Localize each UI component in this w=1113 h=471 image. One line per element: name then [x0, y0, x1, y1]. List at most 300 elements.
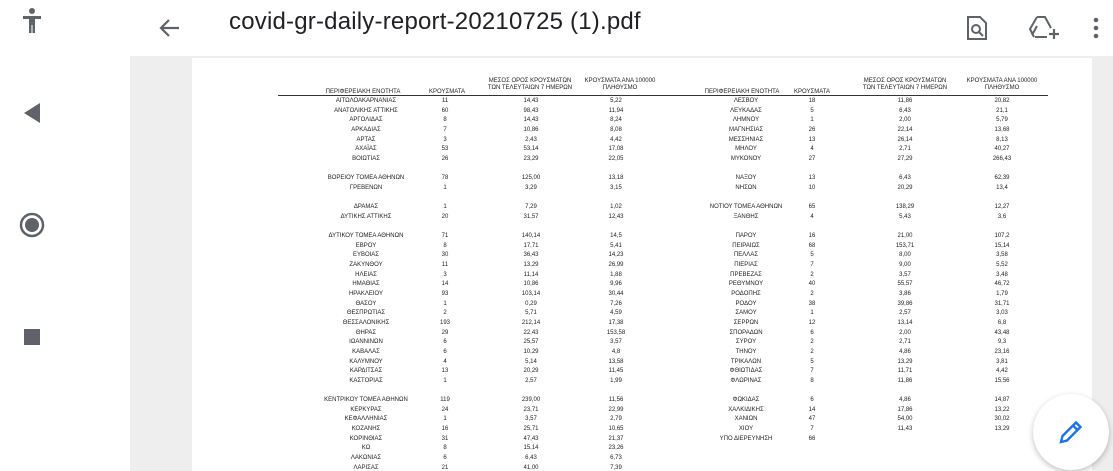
left-cell-cases: 30 [441, 252, 449, 259]
left-cell-avg7: 14,43 [523, 98, 539, 104]
right-cell-region: ΠΕΛΛΑΣ [733, 252, 759, 259]
right-cell-per100k: 21,1 [996, 107, 1008, 114]
left-cell-region: ΑΡΓΟΛΙΔΑΣ [349, 117, 383, 124]
right-cell-region: ΠΕΙΡΑΙΩΣ [732, 242, 760, 249]
right-cell-per100k: 30,02 [994, 416, 1010, 423]
left-cell-region: ΕΒΡΟΥ [355, 242, 377, 249]
left-cell-cases: 1 [443, 377, 447, 384]
right-cell-region: ΦΘΙΩΤΙΔΑΣ [729, 368, 763, 375]
right-cell-region: ΝΟΤΙΟΥ ΤΟΜΕΑ ΑΘΗΝΩΝ [709, 204, 783, 211]
right-cell-cases: 68 [808, 242, 816, 249]
right-cell-region: ΧΑΛΚΙΔΙΚΗΣ [728, 406, 764, 413]
right-cell-cases: 26 [808, 126, 816, 133]
left-cell-avg7: 14,43 [523, 117, 539, 124]
left-cell-cases: 1 [443, 204, 447, 211]
left-cell-region: ΑΧΑΪΑΣ [355, 146, 377, 153]
left-cell-region: ΒΟΙΩΤΙΑΣ [352, 155, 380, 162]
right-cell-region: ΦΛΩΡΙΝΑΣ [730, 377, 762, 384]
left-cell-region: ΑΝΑΤΟΛΙΚΗΣ ΑΤΤΙΚΗΣ [334, 107, 398, 114]
right-cell-per100k: 62,39 [994, 175, 1010, 182]
left-cell-region: ΔΡΑΜΑΣ [353, 204, 379, 211]
left-cell-per100k: 6,73 [610, 455, 622, 462]
left-cell-per100k: 11,56 [608, 397, 624, 404]
right-cell-region: ΜΕΣΣΗΝΙΑΣ [728, 136, 764, 143]
left-cell-cases: 6 [443, 339, 447, 346]
right-cell-avg7: 4,86 [899, 397, 911, 404]
right-cell-per100k: 13,4 [996, 184, 1008, 191]
right-cell-region: ΛΕΥΚΑΔΑΣ [730, 107, 762, 114]
add-to-drive-button[interactable] [1024, 8, 1064, 48]
left-cell-per100k: 23,26 [608, 445, 624, 452]
right-cell-cases: 1 [810, 310, 814, 317]
left-cell-avg7: 11,14 [523, 271, 539, 278]
left-cell-avg7: 10,86 [523, 126, 539, 133]
right-cell-region: ΛΗΜΝΟΥ [732, 117, 760, 124]
left-cell-cases: 20 [441, 213, 449, 220]
left-cell-region: ΚΑΛΥΜΝΟΥ [349, 358, 383, 365]
left-cell-region: ΔΥΤΙΚΟΥ ΤΟΜΕΑ ΑΘΗΝΩΝ [328, 233, 404, 240]
right-cell-per100k: 1,79 [996, 291, 1008, 297]
right-cell-per100k: 20,82 [994, 98, 1010, 104]
right-cell-cases: 4 [810, 213, 814, 220]
pdf-viewer[interactable] [130, 56, 1113, 471]
right-cell-avg7: 39,86 [897, 300, 913, 307]
left-cell-cases: 6 [443, 348, 447, 355]
right-cell-region: ΣΥΡΟΥ [735, 339, 757, 346]
back-arrow-icon [158, 16, 182, 40]
left-cell-per100k: 26,99 [608, 262, 624, 269]
left-cell-avg7: 2,43 [525, 136, 537, 143]
left-cell-per100k: 11,45 [608, 368, 624, 375]
right-cell-region: ΧΙΟΥ [738, 426, 754, 433]
header-avg-right [845, 78, 965, 92]
right-cell-per100k: 15,14 [994, 242, 1010, 249]
right-cell-cases: 2 [810, 291, 814, 297]
right-cell-avg7: 20,29 [897, 184, 913, 191]
left-cell-per100k: 7,26 [610, 300, 622, 307]
header-cases-right: ΚΡΟΥΣΜΑΤΑ [794, 89, 830, 95]
left-cell-cases: 24 [441, 406, 449, 413]
right-cell-cases: 2 [810, 271, 814, 278]
left-cell-region: ΒΟΡΕΙΟΥ ΤΟΜΕΑ ΑΘΗΝΩΝ [327, 175, 405, 182]
left-cell-avg7: 0,29 [525, 300, 537, 307]
edit-pencil-icon [1057, 418, 1085, 446]
left-cell-cases: 7 [443, 126, 447, 133]
left-cell-avg7: 125,00 [521, 175, 541, 182]
left-cell-per100k: 3,57 [610, 339, 622, 346]
left-cell-cases: 193 [439, 319, 451, 326]
right-cell-region: ΜΥΚΟΝΟΥ [730, 155, 762, 162]
right-cell-avg7: 6,43 [899, 175, 911, 182]
header-per100k-line2: ΠΛΗΘΥΣΜΟ [602, 85, 638, 91]
left-cell-cases: 71 [441, 233, 449, 240]
header-avg-line1: ΜΕΣΟΣ ΟΡΟΣ ΚΡΟΥΣΜΑΤΩΝ [488, 78, 572, 84]
right-cell-per100k: 31,71 [994, 300, 1010, 307]
right-cell-avg7: 3,86 [899, 291, 911, 297]
right-cell-region: ΝΑΞΟΥ [735, 175, 757, 182]
left-cell-cases: 1 [443, 416, 447, 423]
left-cell-per100k: 17,38 [608, 319, 624, 326]
right-cell-per100k: 3,58 [996, 252, 1008, 259]
left-cell-region: ΗΡΑΚΛΕΙΟΥ [348, 291, 384, 297]
right-cell-avg7: 8,00 [899, 252, 911, 259]
right-cell-avg7: 11,86 [897, 377, 913, 384]
left-cell-region: ΛΑΚΩΝΙΑΣ [350, 455, 382, 462]
header-per100k [570, 78, 670, 92]
right-cell-per100k: 13,22 [994, 406, 1010, 413]
left-cell-avg7: 10,86 [523, 281, 539, 288]
left-cell-per100k: 153,58 [606, 329, 626, 336]
right-cell-avg7: 2,00 [899, 329, 911, 336]
right-cell-per100k: 3,6 [997, 213, 1007, 220]
left-cell-avg7: 36,43 [523, 252, 539, 259]
left-cell-cases: 11 [441, 262, 449, 269]
right-cell-cases: 4 [810, 146, 814, 153]
right-cell-cases: 7 [810, 262, 814, 269]
left-cell-per100k: 14,5 [610, 233, 622, 240]
right-cell-avg7: 6,43 [899, 107, 911, 114]
right-cell-avg7: 54,00 [897, 416, 913, 423]
left-cell-region: ΗΜΑΘΙΑΣ [352, 281, 380, 288]
right-cell-region: ΝΗΣΩΝ [735, 184, 757, 191]
left-cell-region: ΕΥΒΟΙΑΣ [352, 252, 380, 259]
right-cell-per100k: 40,27 [994, 146, 1010, 153]
right-cell-region: ΧΑΝΙΩΝ [734, 416, 758, 423]
right-cell-avg7: 2,71 [899, 339, 911, 346]
right-cell-per100k: 6,8 [997, 319, 1007, 326]
accessibility-button[interactable] [12, 0, 52, 40]
header-per100k-right-line1: ΚΡΟΥΣΜΑΤΑ ΑΝΑ 100000 [966, 78, 1038, 84]
right-cell-cases: 5 [810, 252, 814, 259]
accessibility-icon [21, 6, 43, 34]
right-cell-avg7: 153,71 [895, 242, 915, 249]
left-cell-cases: 29 [441, 329, 449, 336]
right-cell-cases: 7 [810, 368, 814, 375]
left-cell-per100k: 5,22 [610, 98, 622, 104]
right-cell-cases: 6 [810, 329, 814, 336]
right-cell-per100k: 107,2 [994, 233, 1010, 240]
right-cell-avg7: 13,29 [897, 358, 913, 365]
left-cell-region: ΚΕΡΚΥΡΑΣ [350, 406, 382, 413]
right-cell-cases: 1 [810, 117, 814, 124]
left-cell-cases: 53 [441, 146, 449, 153]
left-cell-avg7: 7,29 [525, 204, 537, 211]
left-cell-region: ΚΑΣΤΟΡΙΑΣ [349, 377, 383, 384]
header-per100k-right-line2: ΠΛΗΘΥΣΜΟ [984, 85, 1020, 91]
left-cell-per100k: 7,39 [610, 464, 622, 471]
left-cell-avg7: 2,57 [525, 377, 537, 384]
left-cell-avg7: 53,14 [523, 146, 539, 153]
nav-back-button[interactable] [12, 93, 52, 133]
right-cell-cases: 38 [808, 300, 816, 307]
header-avg-line2: ΤΩΝ ΤΕΛΕΥΤΑΙΩΝ 7 ΗΜΕΡΩΝ [487, 85, 573, 91]
right-cell-per100k: 46,72 [994, 281, 1010, 288]
back-button[interactable] [150, 8, 190, 48]
left-cell-cases: 13 [441, 368, 449, 375]
left-cell-per100k: 4,59 [610, 310, 622, 317]
left-cell-avg7: 41,00 [523, 464, 539, 471]
left-cell-per100k: 5,41 [610, 242, 622, 249]
right-cell-region: ΤΗΝΟΥ [735, 348, 757, 355]
right-cell-cases: 65 [808, 204, 816, 211]
left-cell-region: ΑΙΤΩΛΟΑΚΑΡΝΑΝΙΑΣ [335, 98, 397, 104]
right-cell-region: ΞΑΝΘΗΣ [733, 213, 759, 220]
left-cell-per100k: 8,24 [610, 117, 622, 124]
left-cell-cases: 26 [441, 155, 449, 162]
left-cell-per100k: 9,96 [610, 281, 622, 288]
left-cell-per100k: 4,42 [610, 136, 622, 143]
left-cell-cases: 3 [443, 271, 447, 278]
nav-recents-button[interactable] [12, 317, 52, 357]
header-avg-right-line1: ΜΕΣΟΣ ΟΡΟΣ ΚΡΟΥΣΜΑΤΩΝ [863, 78, 947, 84]
left-cell-avg7: 23,29 [523, 155, 539, 162]
left-cell-per100k: 12,43 [608, 213, 624, 220]
right-cell-per100k: 8,13 [996, 136, 1008, 143]
right-cell-cases: 8 [810, 377, 814, 384]
left-cell-avg7: 25,57 [523, 339, 539, 346]
left-cell-avg7: 15,14 [523, 445, 539, 452]
left-cell-region: ΖΑΚΥΝΘΟΥ [349, 262, 383, 269]
right-cell-cases: 12 [808, 319, 816, 326]
right-cell-region: ΦΩΚΙΔΑΣ [732, 397, 760, 404]
left-cell-region: ΛΑΡΙΣΑΣ [353, 464, 379, 471]
right-cell-region: ΠΡΕΒΕΖΑΣ [730, 271, 762, 278]
left-cell-cases: 60 [441, 107, 449, 114]
right-cell-per100k: 13,68 [994, 126, 1010, 133]
more-vert-icon [1093, 17, 1099, 39]
pdf-page [192, 58, 1092, 471]
left-cell-per100k: 17,08 [608, 146, 624, 153]
left-cell-avg7: 5,14 [525, 358, 537, 365]
right-cell-region: ΤΡΙΚΑΛΩΝ [730, 358, 762, 365]
left-cell-cases: 6 [443, 455, 447, 462]
left-cell-cases: 119 [440, 397, 450, 404]
right-cell-avg7: 11,43 [897, 426, 913, 433]
left-cell-avg7: 212,14 [521, 319, 541, 326]
header-region: ΠΕΡΙΦΕΡΕΙΑΚΗ ΕΝΟΤΗΤΑ [325, 89, 401, 95]
right-cell-cases: 2 [810, 339, 814, 346]
left-cell-cases: 8 [443, 445, 447, 452]
left-cell-region: ΘΕΣΣΑΛΟΝΙΚΗΣ [342, 319, 390, 326]
left-cell-avg7: 31,57 [523, 213, 539, 220]
left-cell-cases: 2 [443, 310, 447, 317]
right-cell-avg7: 11,71 [897, 368, 913, 375]
left-cell-region: ΚΑΒΑΛΑΣ [352, 348, 380, 355]
left-cell-per100k: 1,99 [610, 377, 622, 384]
left-cell-avg7: 17,71 [523, 242, 539, 249]
search-document-icon [965, 15, 989, 41]
right-cell-region: ΥΠΟ ΔΙΕΡΕΥΝΗΣΗ [719, 435, 773, 442]
left-cell-avg7: 13,29 [523, 262, 539, 269]
search-document-button[interactable] [957, 8, 997, 48]
right-cell-cases: 5 [810, 358, 814, 365]
right-cell-cases: 27 [808, 155, 816, 162]
right-cell-region: ΡΕΘΥΜΝΟΥ [728, 281, 764, 288]
header-per100k-right [950, 78, 1054, 92]
add-to-drive-icon [1028, 15, 1060, 41]
left-cell-region: ΚΩ [361, 445, 371, 452]
right-cell-cases: 40 [808, 281, 816, 288]
left-cell-avg7: 10,29 [523, 348, 539, 355]
left-cell-region: ΚΟΖΑΝΗΣ [351, 426, 381, 433]
left-cell-cases: 1 [443, 300, 447, 307]
right-cell-avg7: 5,43 [899, 213, 911, 220]
header-cases: ΚΡΟΥΣΜΑΤΑ [429, 89, 465, 95]
left-cell-per100k: 1,02 [610, 204, 622, 211]
left-cell-avg7: 23,71 [523, 406, 539, 413]
left-cell-region: ΘΕΣΠΡΩΤΙΑΣ [346, 310, 386, 317]
right-cell-per100k: 5,52 [996, 262, 1008, 269]
right-cell-cases: 6 [810, 397, 814, 404]
left-cell-cases: 93 [441, 291, 449, 297]
left-cell-region: ΘΑΣΟΥ [355, 300, 377, 307]
right-cell-per100k: 3,81 [996, 358, 1008, 365]
right-cell-avg7: 2,00 [899, 117, 911, 124]
right-cell-avg7: 55,57 [897, 281, 913, 288]
left-cell-avg7: 140,14 [521, 233, 541, 240]
right-cell-avg7: 2,71 [899, 146, 911, 153]
left-cell-per100k: 22,05 [608, 155, 624, 162]
left-cell-per100k: 30,44 [608, 291, 624, 297]
nav-back-icon [22, 102, 42, 124]
left-cell-avg7: 47,43 [523, 435, 539, 442]
left-cell-region: ΚΕΝΤΡΙΚΟΥ ΤΟΜΕΑ ΑΘΗΝΩΝ [324, 397, 408, 404]
right-cell-avg7: 2,57 [899, 310, 911, 317]
right-cell-region: ΡΟΔΟΥ [735, 300, 757, 307]
left-cell-per100k: 3,15 [610, 184, 622, 191]
right-cell-per100k: 13,29 [994, 426, 1010, 433]
left-cell-avg7: 98,43 [523, 107, 539, 114]
header-region-right: ΠΕΡΙΦΕΡΕΙΑΚΗ ΕΝΟΤΗΤΑ [704, 89, 780, 95]
more-options-button[interactable] [1081, 8, 1111, 48]
left-cell-region: ΙΩΑΝΝΙΝΩΝ [349, 339, 383, 346]
left-cell-cases: 1 [443, 184, 447, 191]
header-avg-right-line2: ΤΩΝ ΤΕΛΕΥΤΑΙΩΝ 7 ΗΜΕΡΩΝ [862, 85, 948, 91]
right-cell-per100k: 5,79 [996, 117, 1008, 124]
left-cell-per100k: 14,23 [608, 252, 624, 259]
left-cell-avg7: 5,71 [525, 310, 537, 317]
right-cell-per100k: 14,87 [994, 397, 1010, 404]
left-cell-cases: 21 [441, 464, 449, 471]
right-cell-region: ΣΑΜΟΥ [735, 310, 757, 317]
right-cell-avg7: 26,14 [897, 136, 913, 143]
right-cell-region: ΜΗΛΟΥ [735, 146, 757, 153]
edit-button[interactable] [1033, 394, 1109, 470]
left-cell-cases: 8 [443, 242, 447, 249]
left-cell-per100k: 1,88 [610, 271, 622, 278]
header-per100k-line1: ΚΡΟΥΣΜΑΤΑ ΑΝΑ 100000 [584, 78, 656, 84]
left-cell-avg7: 103,14 [521, 291, 541, 297]
right-cell-avg7: 17,86 [897, 406, 913, 413]
right-cell-cases: 13 [808, 175, 816, 182]
left-cell-per100k: 8,08 [610, 126, 622, 133]
right-cell-per100k: 43,48 [994, 329, 1010, 336]
right-cell-per100k: 3,03 [996, 310, 1008, 317]
right-cell-region: ΣΕΡΡΩΝ [733, 319, 759, 326]
left-cell-region: ΑΡΤΑΣ [356, 136, 376, 143]
left-cell-avg7: 239,00 [521, 397, 541, 404]
app-bar [130, 0, 1113, 56]
right-cell-region: ΠΙΕΡΙΑΣ [734, 262, 758, 269]
right-cell-region: ΣΠΟΡΑΔΩΝ [729, 329, 763, 336]
left-cell-cases: 11 [441, 98, 449, 104]
left-cell-cases: 31 [441, 435, 449, 442]
left-cell-avg7: 3,57 [525, 416, 537, 423]
right-cell-avg7: 13,14 [897, 319, 913, 326]
left-cell-region: ΚΕΦΑΛΛΗΝΙΑΣ [344, 416, 388, 423]
right-cell-cases: 10 [808, 184, 816, 191]
left-cell-avg7: 3,29 [525, 184, 537, 191]
right-cell-avg7: 9,00 [899, 262, 911, 269]
right-cell-cases: 5 [810, 107, 814, 114]
system-nav-bar [0, 0, 64, 471]
right-cell-cases: 7 [810, 426, 814, 433]
right-cell-avg7: 3,57 [899, 271, 911, 278]
left-cell-cases: 16 [441, 426, 449, 433]
nav-recents-icon [23, 328, 41, 346]
right-cell-per100k: 9,3 [997, 339, 1007, 346]
left-cell-avg7: 6,43 [525, 455, 537, 462]
left-cell-region: ΗΛΕΙΑΣ [355, 271, 377, 278]
left-cell-per100k: 13,58 [608, 358, 624, 365]
right-cell-cases: 47 [808, 416, 816, 423]
right-cell-per100k: 4,42 [996, 368, 1008, 375]
left-cell-per100k: 2,79 [610, 416, 622, 423]
left-cell-per100k: 11,94 [608, 107, 624, 114]
right-cell-cases: 16 [808, 233, 816, 240]
left-cell-cases: 78 [441, 175, 449, 182]
left-cell-cases: 3 [443, 136, 447, 143]
left-cell-per100k: 21,37 [608, 435, 624, 442]
right-cell-avg7: 27,29 [897, 155, 913, 162]
left-cell-region: ΓΡΕΒΕΝΩΝ [349, 184, 383, 191]
left-cell-cases: 4 [443, 358, 447, 365]
left-cell-per100k: 13,18 [608, 175, 624, 182]
left-cell-region: ΔΥΤΙΚΗΣ ΑΤΤΙΚΗΣ [340, 213, 392, 220]
right-cell-per100k: 3,48 [996, 271, 1008, 278]
nav-home-button[interactable] [12, 205, 52, 245]
right-cell-avg7: 21,00 [897, 233, 913, 240]
left-cell-avg7: 20,29 [523, 368, 539, 375]
right-cell-region: ΜΑΓΝΗΣΙΑΣ [728, 126, 764, 133]
header-divider [278, 95, 1048, 96]
left-cell-cases: 8 [443, 117, 447, 124]
left-cell-avg7: 22,43 [523, 329, 539, 336]
left-cell-per100k: 22,99 [608, 406, 624, 413]
left-cell-region: ΑΡΚΑΔΙΑΣ [351, 126, 381, 133]
right-cell-cases: 13 [808, 136, 816, 143]
left-cell-region: ΘΗΡΑΣ [355, 329, 377, 336]
document-title: covid-gr-daily-report-20210725 (1).pdf [229, 8, 641, 35]
left-cell-avg7: 25,71 [523, 426, 539, 433]
left-cell-per100k: 10,65 [608, 426, 624, 433]
right-cell-avg7: 4,86 [899, 348, 911, 355]
right-cell-avg7: 138,29 [895, 204, 915, 211]
left-cell-region: ΚΑΡΔΙΤΣΑΣ [349, 368, 383, 375]
right-cell-cases: 66 [808, 435, 816, 442]
right-cell-region: ΡΟΔΟΠΗΣ [731, 291, 761, 297]
left-cell-region: ΚΟΡΙΝΘΙΑΣ [349, 435, 383, 442]
right-cell-region: ΛΕΣΒΟΥ [733, 98, 759, 104]
right-cell-cases: 2 [810, 348, 814, 355]
right-cell-avg7: 11,86 [897, 98, 913, 104]
left-cell-per100k: 4,8 [611, 348, 621, 355]
right-cell-cases: 18 [808, 98, 816, 104]
right-cell-per100k: 12,27 [994, 204, 1010, 211]
right-cell-avg7: 22,14 [897, 126, 913, 133]
right-cell-cases: 14 [808, 406, 816, 413]
right-cell-per100k: 266,43 [992, 155, 1012, 162]
